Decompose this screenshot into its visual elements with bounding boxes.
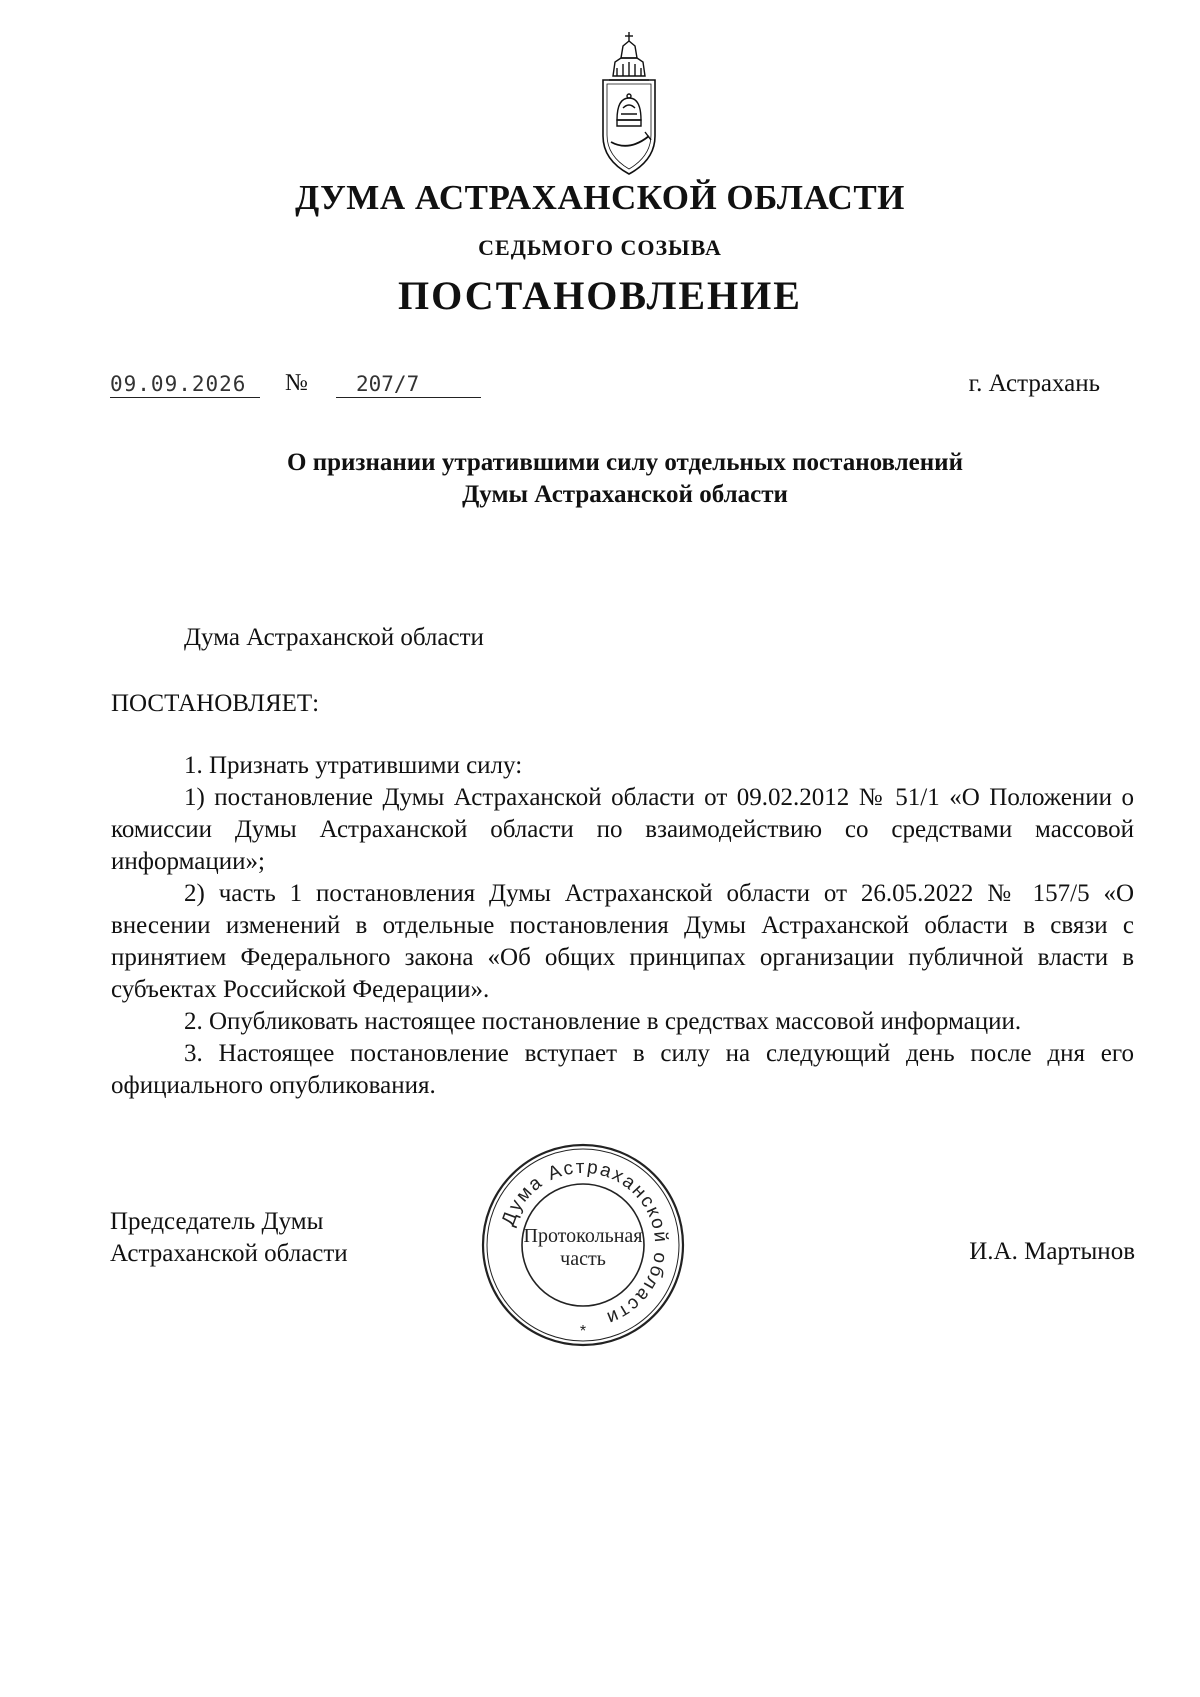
issue-city: г. Астрахань (968, 370, 1100, 397)
decree-heading: ПОСТАНОВЛЯЕТ: (111, 690, 320, 717)
seal-center-line-2: часть (560, 1248, 606, 1270)
subject-line-2: Думы Астраханской области (462, 481, 788, 508)
document-subject (0, 447, 1200, 511)
clause-1-item-2: 2) часть 1 постановления Думы Астраханской области от 26.05.2022 № 157/5 «О внесении изменений в отдельные постановления Думы Астраханской области в связи с принятием Федерального закона «Об общих принципах организации публичной власти в субъектах Российской Федерации». (111, 880, 1134, 1003)
intro-paragraph: Дума Астраханской области (184, 624, 484, 651)
document-type-title: ПОСТАНОВЛЕНИЕ (398, 273, 802, 318)
number-sign: № (285, 370, 308, 396)
subject-line-1: О признании утратившими силу отдельных постановлений (287, 449, 963, 476)
signatory-name: И.А. Мартынов (969, 1238, 1135, 1265)
convocation-subtitle: СЕДЬМОГО СОЗЫВА (478, 235, 722, 260)
clause-1-item-1: 1) постановление Думы Астраханской области от 09.02.2012 № 51/1 «О Положении о комиссии Думы Астраханской области по взаимодействию со средствами массовой информации»; (111, 784, 1134, 875)
seal-ring-text: Дума Астраханской области (497, 1156, 672, 1330)
registration-number: 207/7 (336, 372, 481, 398)
clause-3: 3. Настоящее постановление вступает в силу на следующий день после дня его официального опубликования. (111, 1040, 1134, 1099)
clause-1: 1. Признать утратившими силу: (184, 752, 523, 779)
official-seal-stamp (478, 1140, 688, 1350)
clause-2: 2. Опубликовать настоящее постановление в средствах массовой информации. (184, 1008, 1022, 1035)
seal-center-line-1: Протокольная (523, 1225, 643, 1247)
signatory-position-line-2: Астраханской области (110, 1240, 348, 1267)
document-issuer-title: ДУМА АСТРАХАНСКОЙ ОБЛАСТИ (295, 178, 905, 217)
registration-date: 09.09.2026 (110, 372, 260, 398)
seal-star: * (579, 1323, 587, 1340)
signatory-position (110, 1206, 348, 1270)
coat-of-arms-emblem (587, 28, 671, 178)
signatory-position-line-1: Председатель Думы (110, 1208, 324, 1235)
